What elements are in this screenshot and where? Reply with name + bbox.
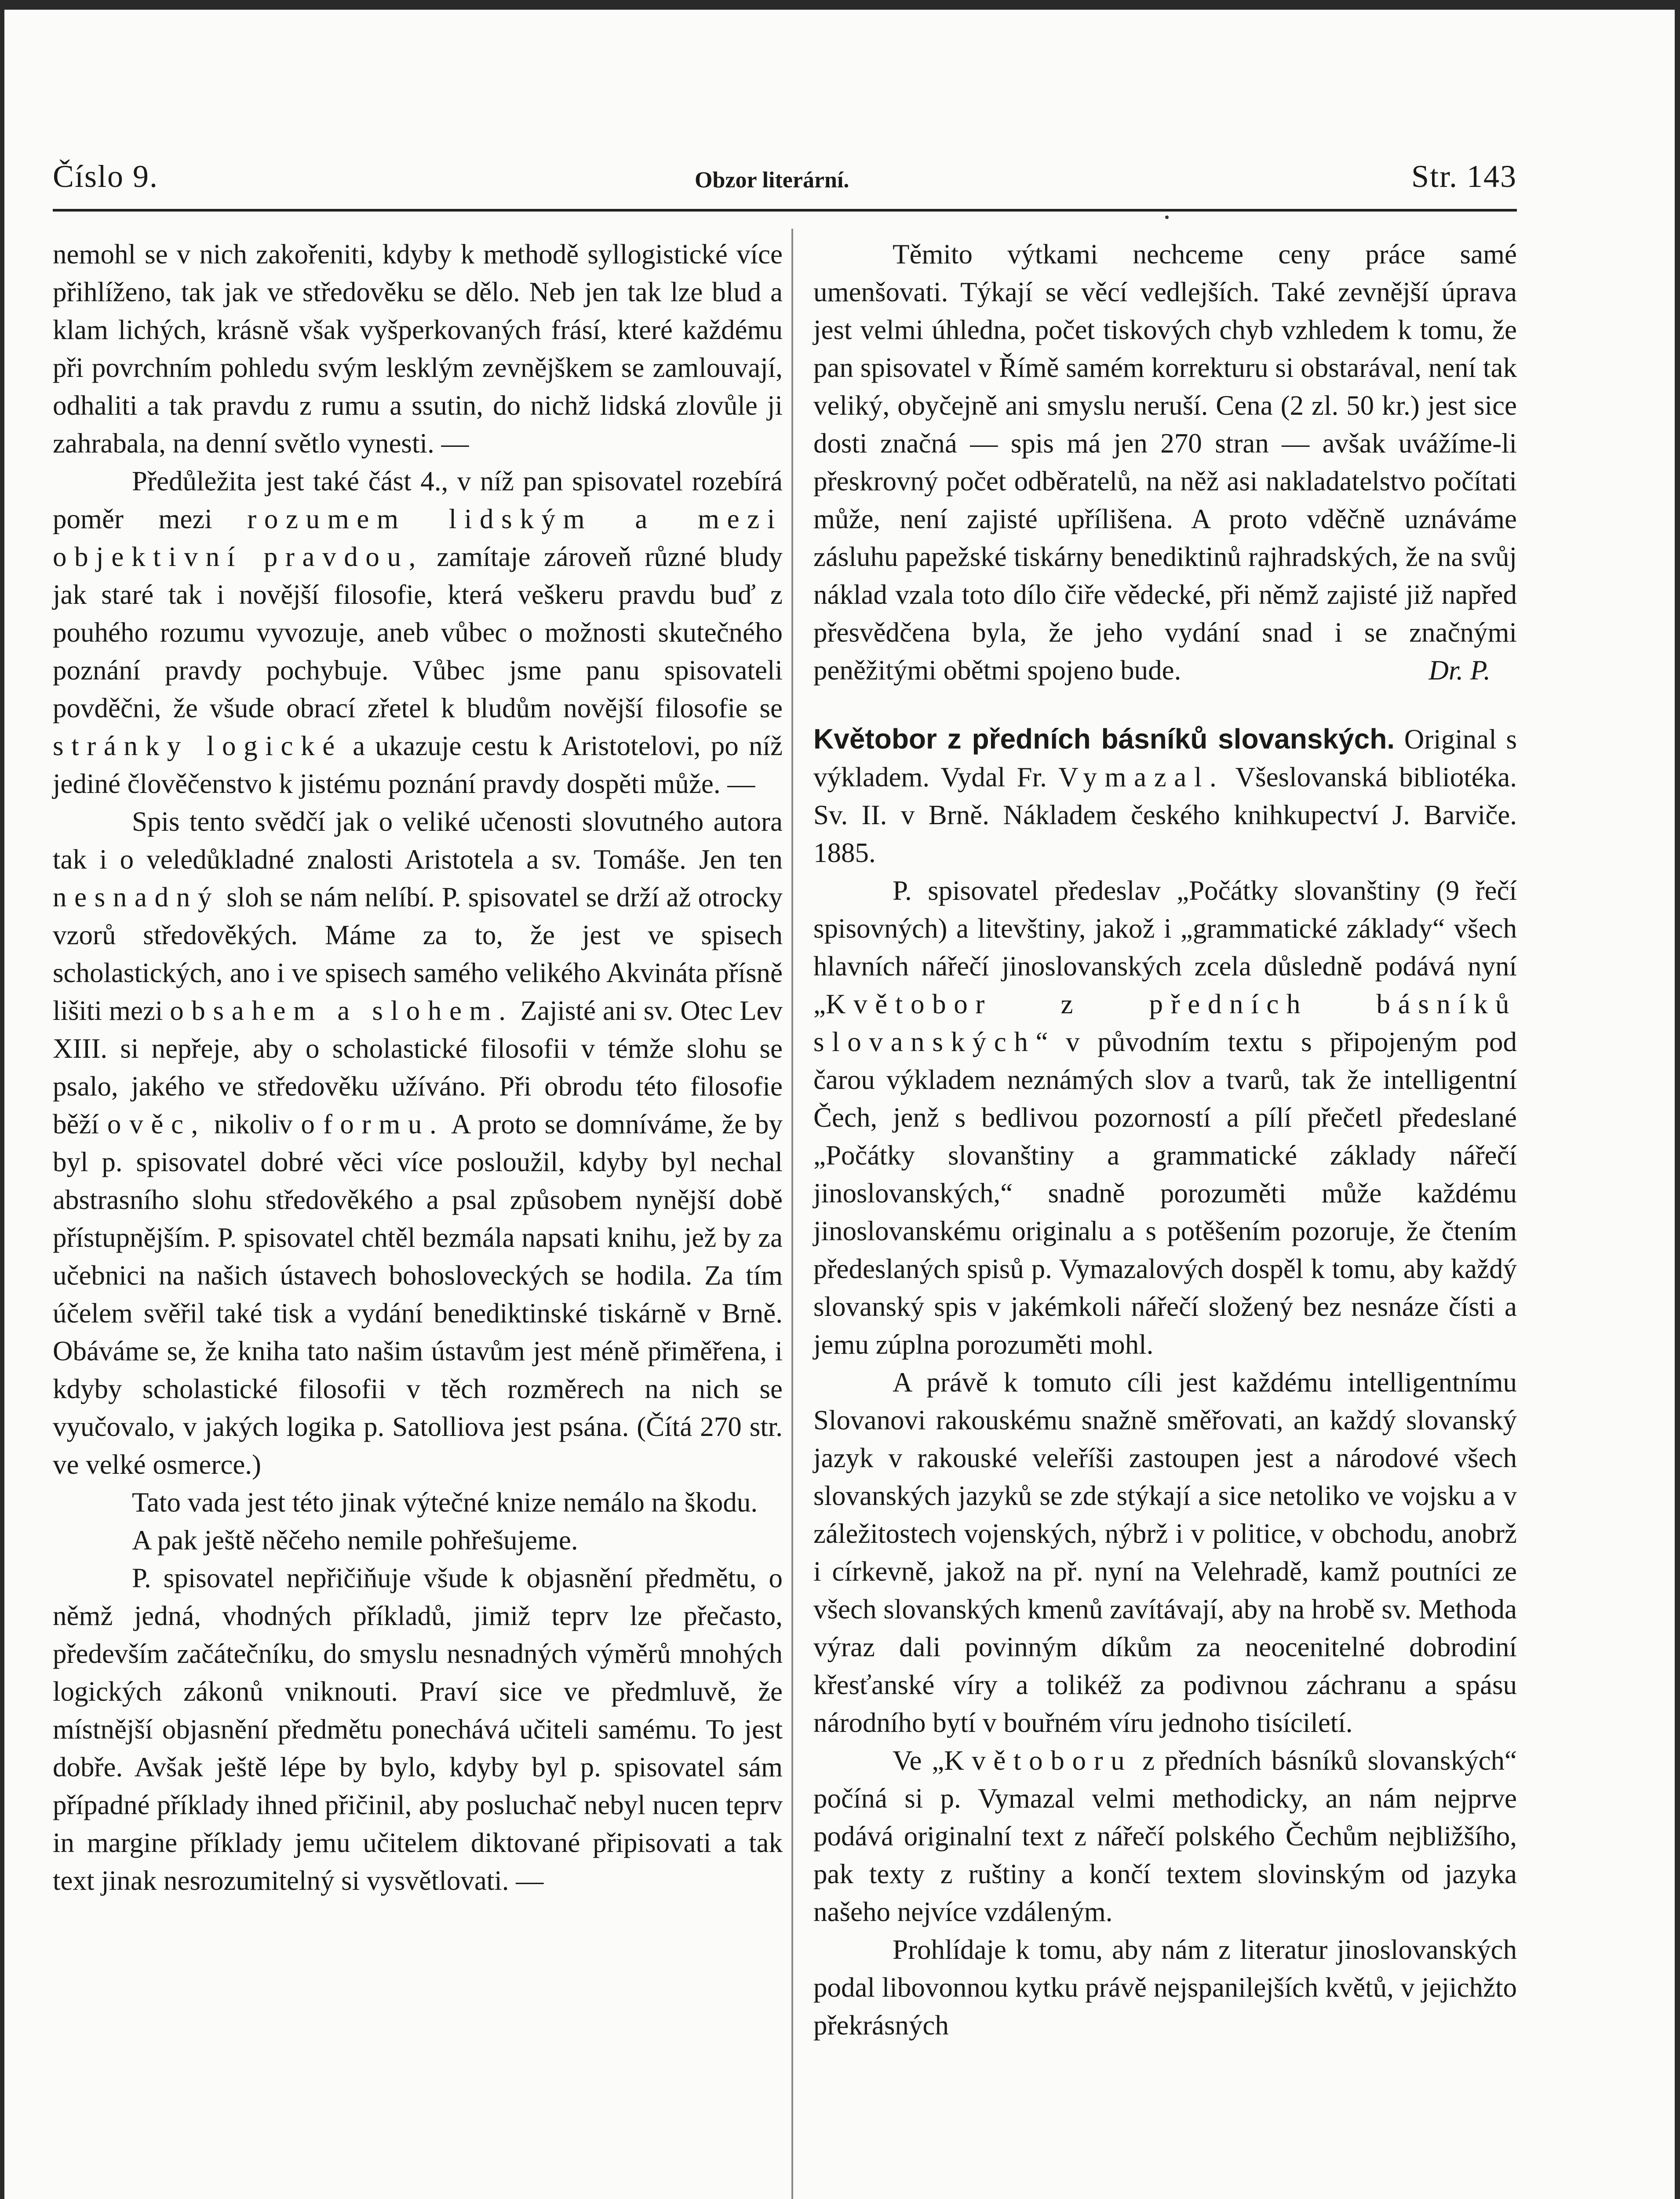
signature: Dr. P. xyxy=(1429,655,1490,686)
text-run: A proto se domníváme, že by byl p. spisovatel dobré věci více posloužil, kdyby byl nechal abstrasního slohu středověkého a psal způsobem nynější době přístupnějším. P. spisovatel chtěl bezmála napsati knihu, jež by za učebnici na našich ústavech bohosloveckých se hodila. Za tím účelem svěřil také tisk a vydání benediktinské tiskárně v Brně. Obáváme se, že kniha tato našim ústavům jest méně přiměřena, i kdyby scholastické filosofii v těch rozměrech na nich se vyučovalo, v jakých logika p. Satolliova jest psána. (Čítá 270 str. ve velké osmerce.) xyxy=(53,1109,783,1480)
column-divider xyxy=(791,229,793,2199)
emphasis-spaced: věc, xyxy=(129,1109,206,1140)
text-run: Ve „ xyxy=(893,1745,944,1776)
emphasis-spaced: stránky logické xyxy=(53,731,343,761)
paragraph: P. spisovatel nepřičiňuje všude k objasnění předmětu, o němž jedná, vhodných příkladů, jimiž teprv lze přečasto, především začátečníku, do smyslu nesnadných výměrů mnohých logických zákonů vniknouti. Praví sice ve předmluvě, že místnější objasnění předmětu ponechává učiteli samému. To jest dobře. Avšak ještě lépe by bylo, kdyby byl p. spisovatel sám případné příklady ihned přičinil, aby posluchač nebyl nucen teprv in margine příklady jemu učitelem diktované připisovati a tak text jinak nesrozumitelný si vysvětlovati. — xyxy=(53,1563,783,1896)
paragraph xyxy=(813,872,1517,1363)
scan-border-left xyxy=(0,0,4,2199)
header-rule xyxy=(53,209,1517,212)
review-heading xyxy=(813,720,1517,872)
text-run: zamítaje zároveň různé bludy jak staré tak i novější filosofie, která veškeru pravdu buď z pouhého rozumu vyvozuje, aneb vůbec o možnosti skutečného poznání pravdy pochybuje. Vůbec jsme panu spisovateli povděčni, že všude obrací zřetel k bludům novější filosofie se xyxy=(53,541,783,723)
scan-speck xyxy=(1165,216,1169,219)
emphasis-spaced: Květobor z předních básníků slovanských xyxy=(813,989,1517,1057)
text-run: Předůležita jest také část 4., v níž pan spisovatel rozebírá poměr mezi xyxy=(53,466,783,534)
text-run: “ v původním textu s připojeným pod čarou výkladem neznámých slov a tvarů, tak že intelligentní Čech, jenž s bedlivou pozorností a pílí přečetl předeslané „Počátky slovanštiny a grammatické základy nářečí jinoslovanských,“ snadně porozuměti může každému jinoslovanskému originalu a s potěšením pozoruje, že čtením předeslaných spisů p. Vymazalových dospěl k tomu, aby každý slovanský spis v jakémkoli nářečí složený bez nesnáze čísti a jemu zúplna porozuměti mohl. xyxy=(813,1026,1517,1360)
text-run: a ukazuje cestu k Aristotelovi, po níž jediné člověčenstvo k jistému poznání pravdy dospěti může. — xyxy=(53,731,783,799)
paragraph: Těmito výtkami nechceme ceny práce samé umenšovati. Týkají se věcí vedlejších. Také zevnější úprava jest velmi úhledna, počet tiskových chyb vzhledem k tomu, že pan spisovatel v Římě samém korrekturu si obstarával, není tak veliký, obyčejně ani smyslu neruší. Cena (2 zl. 50 kr.) jest sice dosti značná — spis má jen 270 stran — avšak uvážíme-li přeskrovný počet odběratelů, na něž asi nakladatelstvo počítati může, není zajisté upřílišena. A proto vděčně uznáváme zásluhu papežské tiskárny benediktinů rajhradských, že na svůj náklad vzala toto dílo čiře vědecké, při němž zajisté již napřed přesvědčena byla, že jeho vydání snad i se značnými peněžitými obětmi spojeno bude. xyxy=(813,239,1517,686)
text-run: Spis tento svědčí jak o veliké učenosti slovutného autora tak i o veledůkladné znalosti Aristotela a sv. Tomáše. Jen ten xyxy=(53,806,783,875)
paragraph xyxy=(813,1742,1517,1931)
paragraph: A právě k tomuto cíli jest každému intelligentnímu Slovanovi rakouskému snažně směřovati, an každý slovanský jazyk v rakouské veleříši zastoupen jest a národové všech slovanských jazyků se zde stýkají a sice netoliko ve vojsku a v záležitostech vojenských, nýbrž i v politice, v obchodu, anobrž i církevně, jakož na př. nyní na Velehradě, kamž poutníci ze všech slovanských kmenů zavítávají, aby na hrobě sv. Methoda výraz dali povinným díkům za neocenitelné dobrodiní křesťanské víry a tolikéž za podivnou záchranu a spásu národního bytí v bouřném víru jednoho tisíciletí. xyxy=(813,1367,1517,1738)
text-run: P. spisovatel předeslav „Počátky slovanštiny (9 řečí spisovných) a litevštiny, jakož i „grammatické základy“ všech hlavních nářečí jinoslovanských zcela důsledně podává nyní „ xyxy=(813,875,1517,1019)
paragraph: nemohl se v nich zakořeniti, kdyby k methodě syllogistické více přihlíženo, tak jak ve středověku se dělo. Neb jen tak lze blud a klam lichých, krásně však vyšperkovaných frásí, které každému při povrchním pohledu svým lesklým zevnějškem se zamlouvají, odhaliti a tak pravdu z rumu a ssutin, do nichž lidská zlovůle ji zahrabala, na denní světlo vynesti. — xyxy=(53,239,783,459)
text-run: nikoliv o xyxy=(214,1109,315,1140)
emphasis-spaced: Květoboru xyxy=(944,1745,1133,1776)
emphasis-spaced: rozumem lidským a mezi objektivní pravdou, xyxy=(53,504,783,572)
paragraph: A pak ještě něčeho nemile pohřešujeme. xyxy=(132,1525,578,1556)
paragraph xyxy=(53,803,783,1483)
text-run: sloh se nám nelíbí. P. spisovatel se drží až otrocky vzorů středověkých. Máme za to, že jest ve spisech scholastických, ano i ve spisech samého velikého Akvináta přísně lišiti mezi xyxy=(53,882,783,1026)
review-info: Všeslovanská bibliotéka. Sv. II. v Brně. Nákladem českého knihkupectví J. Barviče. 1885. xyxy=(813,762,1517,868)
scan-border-right xyxy=(1675,0,1680,2199)
paragraph: Tato vada jest této jinak výtečné knize nemálo na škodu. xyxy=(132,1487,758,1518)
journal-title: Obzor literární. xyxy=(695,168,849,193)
review-title: Květobor z předních básníků slovanských. xyxy=(813,723,1395,755)
text-run: Zajisté ani sv. Otec Lev XIII. si nepřeje, aby o scholastické filosofii v témže slohu se psalo, jakého ve středověku užíváno. Při obrodu této filosofie běží o xyxy=(53,995,783,1140)
review-info: Original s výkladem. Vydal Fr. xyxy=(813,724,1517,793)
running-head xyxy=(53,158,1517,211)
right-column xyxy=(813,235,1517,2044)
issue-number: Číslo 9. xyxy=(53,159,159,194)
scan-border-top xyxy=(0,0,1680,10)
left-column xyxy=(53,235,783,1899)
emphasis-spaced: nesnadný xyxy=(53,882,220,913)
paragraph: Prohlídaje k tomu, aby nám z literatur jinoslovanských podal libovonnou kytku právě nejspanilejších květů, v jejichžto překrásných xyxy=(813,1934,1517,2041)
page-number: Str. 143 xyxy=(1411,159,1517,194)
emphasis-spaced: formu. xyxy=(323,1109,445,1140)
emphasis-spaced: obsahem a slohem. xyxy=(170,995,514,1026)
text-run: z předních básníků slovanských“ počíná si p. Vymazal velmi methodicky, an nám nejprve podává originalní text z nářečí polského Čechům nejbližšího, pak texty z ruštiny a končí textem slovinským od jazyka našeho nejvíce vzdáleným. xyxy=(813,1745,1517,1927)
paragraph xyxy=(53,462,783,803)
review-author: Vymazal. xyxy=(1058,762,1224,793)
